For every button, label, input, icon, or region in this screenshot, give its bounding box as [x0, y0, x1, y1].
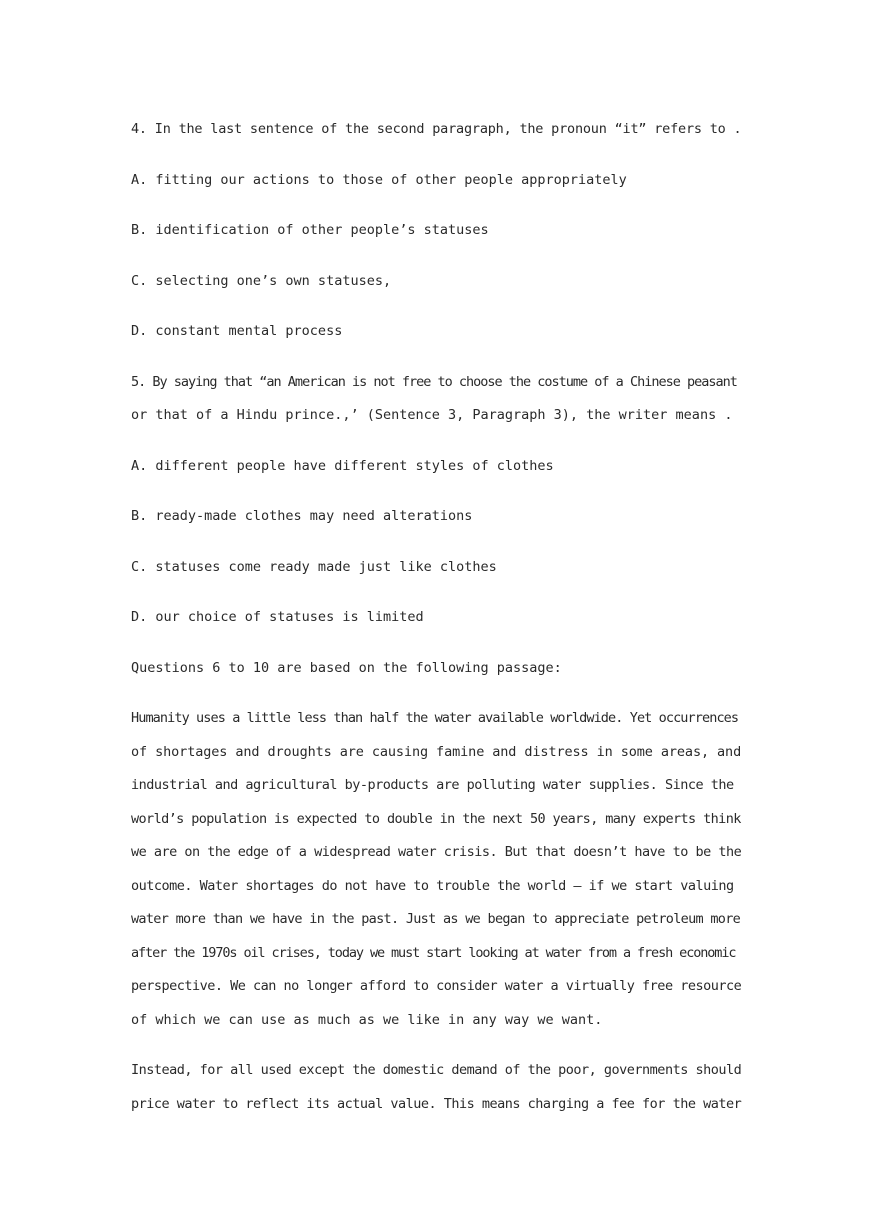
question-5-option-c [131, 551, 739, 585]
document-page [131, 113, 742, 1138]
question-5-option-b [131, 500, 739, 534]
paragraph-line: of which we can use as much as we like in any way we want. [131, 1011, 603, 1028]
paragraph-line: we are on the edge of a widespread water crisis. But that doesn’t have to be the [131, 844, 742, 860]
paragraph-line: outcome. Water shortages do not have to trouble the world — if we start valuing [131, 877, 734, 894]
paragraph-line: perspective. We can no longer afford to consider water a virtually free resource [131, 978, 742, 994]
paragraph-line: water more than we have in the past. Just as we began to appreciate petroleum more [131, 911, 741, 927]
paragraph-line: Instead, for all used except the domestic demand of the poor, governments should [131, 1062, 742, 1078]
passage-paragraph-1 [131, 702, 742, 1037]
question-4 [131, 113, 742, 147]
question-5-option-a [131, 450, 739, 484]
option-text: C. statuses come ready made just like clothes [131, 558, 497, 575]
passage-intro-text: Questions 6 to 10 are based on the following passage: [131, 659, 562, 676]
paragraph-line: Humanity uses a little less than half the water available worldwide. Yet occurrences [131, 710, 739, 726]
question-5-stem-line: or that of a Hindu prince.,’ (Sentence 3, Paragraph 3), the writer means . [131, 407, 733, 423]
paragraph-line: after the 1970s oil crises, today we must start looking at water from a fresh economic [131, 944, 736, 961]
question-4-stem: 4. In the last sentence of the second paragraph, the pronoun “it” refers to . [131, 121, 742, 137]
paragraph-line: industrial and agricultural by-products are polluting water supplies. Since the [131, 777, 734, 793]
option-text: B. ready-made clothes may need alterations [131, 508, 473, 524]
passage-paragraph-2 [131, 1054, 742, 1121]
question-4-option-d [131, 315, 739, 349]
question-4-option-a [131, 164, 739, 198]
paragraph-line: of shortages and droughts are causing famine and distress in some areas, and [131, 743, 742, 760]
paragraph-line: world’s population is expected to double in the next 50 years, many experts think [131, 810, 741, 827]
option-text: B. identification of other people’s statuses [131, 222, 489, 238]
option-text: A. fitting our actions to those of other people appropriately [131, 171, 627, 188]
question-4-option-c [131, 265, 739, 299]
question-5 [131, 366, 739, 433]
question-4-option-b [131, 214, 739, 248]
option-text: C. selecting one’s own statuses, [131, 272, 392, 289]
option-text: A. different people have different styles of clothes [131, 457, 554, 474]
option-text: D. constant mental process [131, 323, 343, 339]
paragraph-line: price water to reflect its actual value. This means charging a fee for the water [131, 1095, 742, 1112]
option-text: D. our choice of statuses is limited [131, 609, 424, 625]
question-5-option-d [131, 601, 739, 635]
passage-intro [131, 652, 739, 686]
question-5-stem-line: 5. By saying that “an American is not free to choose the costume of a Chinese peasant [131, 373, 737, 390]
